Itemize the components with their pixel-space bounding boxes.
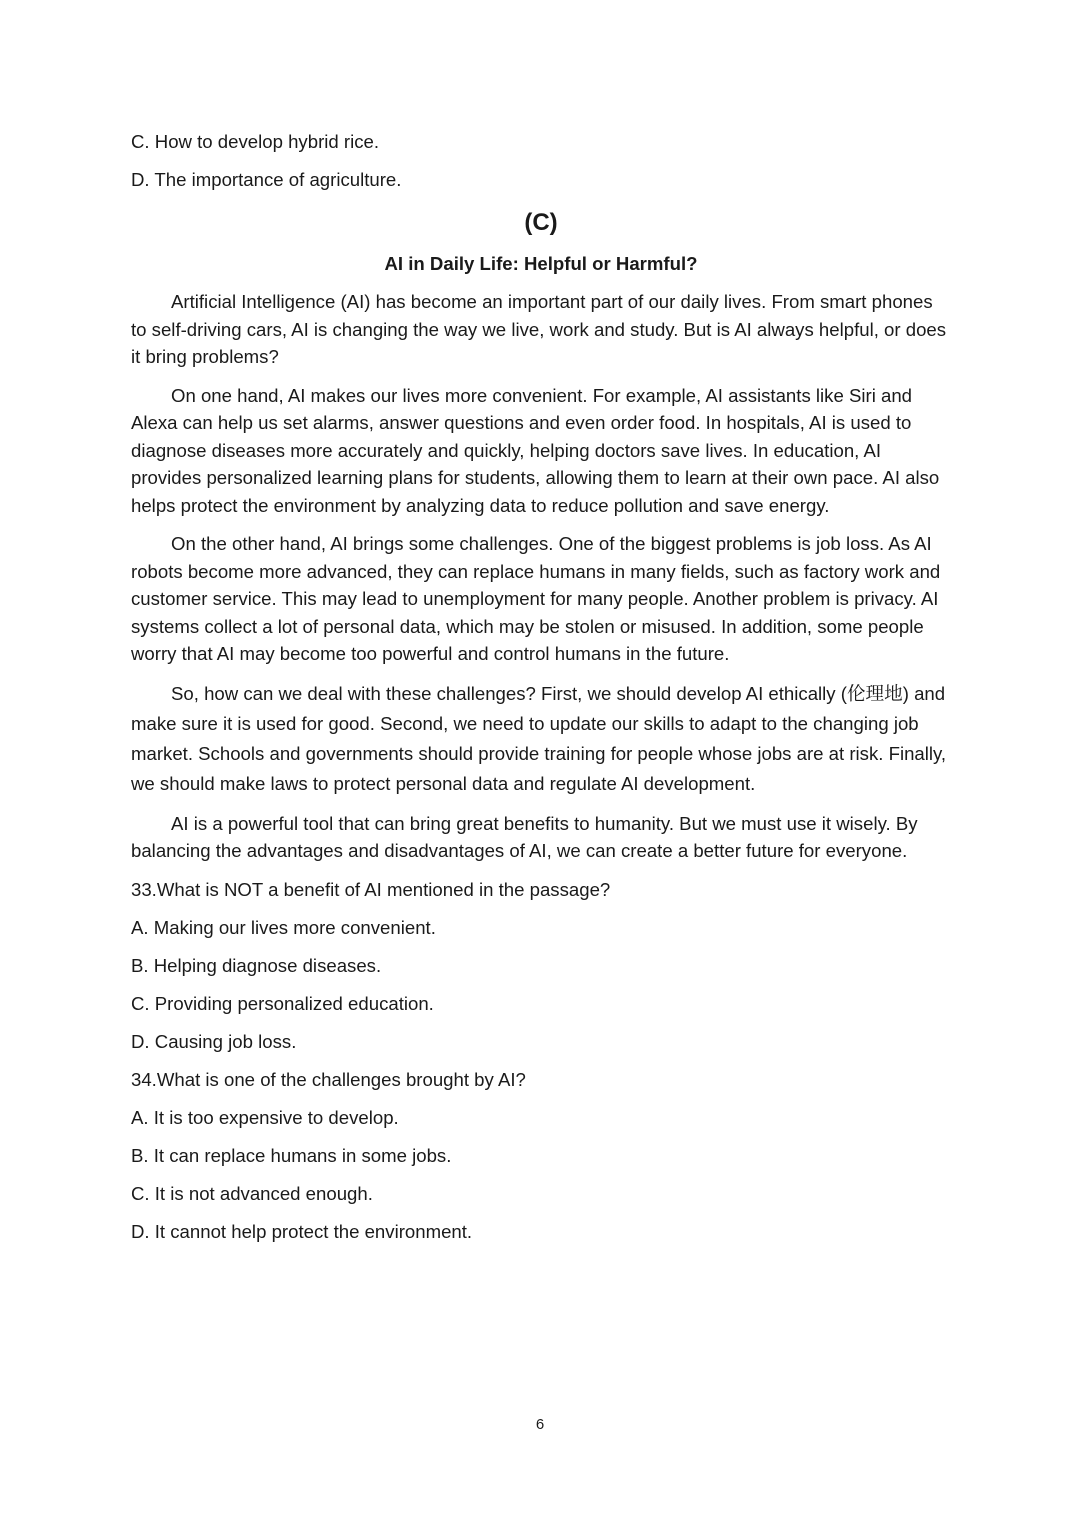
option-d: D. Causing job loss. (131, 1030, 297, 1052)
option-c: C. How to develop hybrid rice. (131, 131, 380, 152)
option-d: D. It cannot help protect the environment. (131, 1220, 473, 1242)
option-c: C. Providing personalized education. (131, 992, 434, 1014)
option-b: B. It can replace humans in some jobs. (131, 1144, 452, 1166)
questions (131, 876, 951, 1245)
page-number: 6 (535, 1416, 545, 1433)
paragraph-2: On one hand, AI makes our lives more convenient. For example, AI assistants like Siri and Alexa can help us set alarms, answer questions and even order food. In hospitals, AI is used to diagnose diseases more accurately and quickly, helping doctors save lives. In education, AI provides personalized learning plans for students, allowing them to learn at their own pace. AI also helps protect the environment by analyzing data to reduce pollution and save energy. (131, 384, 940, 516)
option-c: C. It is not advanced enough. (131, 1182, 373, 1204)
paragraph-5: AI is a powerful tool that can bring great benefits to humanity. But we must use it wisely. By balancing the advantages and disadvantages of AI, we can create a better future for everyone. (131, 812, 918, 861)
page-content (131, 128, 951, 1245)
section-label: (C) (524, 209, 558, 236)
question-34 (131, 1066, 951, 1245)
question-stem: 33.What is NOT a benefit of AI mentioned in the passage? (131, 878, 611, 900)
option-a: A. It is too expensive to develop. (131, 1106, 399, 1128)
option-b: B. Helping diagnose diseases. (131, 954, 382, 976)
paragraph-4: So, how can we deal with these challenges? First, we should develop AI ethically (伦理地) and make sure it is used for good. Second, we need to update our skills to adapt to the changing job market. Schools and governments should provide training for people whose jobs are at risk. Finally, we should make laws to protect personal data and regulate AI development. (131, 682, 947, 794)
article-body (131, 288, 951, 865)
question-stem: 34.What is one of the challenges brought by AI? (131, 1068, 526, 1090)
option-a: A. Making our lives more convenient. (131, 916, 436, 938)
article-title: AI in Daily Life: Helpful or Harmful? (384, 253, 698, 274)
paragraph-1: Artificial Intelligence (AI) has become an important part of our daily lives. From smart phones to self-driving cars, AI is changing the way we live, work and study. But is AI always helpful, or does it bring problems? (131, 291, 947, 367)
question-33 (131, 876, 951, 1055)
previous-question-options (131, 128, 951, 193)
option-d: D. The importance of agriculture. (131, 169, 402, 190)
paragraph-3: On the other hand, AI brings some challenges. One of the biggest problems is job loss. As AI robots become more advanced, they can replace humans in many fields, such as factory work and customer service. This may lead to unemployment for many people. Another problem is privacy. AI systems collect a lot of personal data, which may be stolen or misused. In addition, some people worry that AI may become too powerful and control humans in the future. (131, 533, 941, 664)
